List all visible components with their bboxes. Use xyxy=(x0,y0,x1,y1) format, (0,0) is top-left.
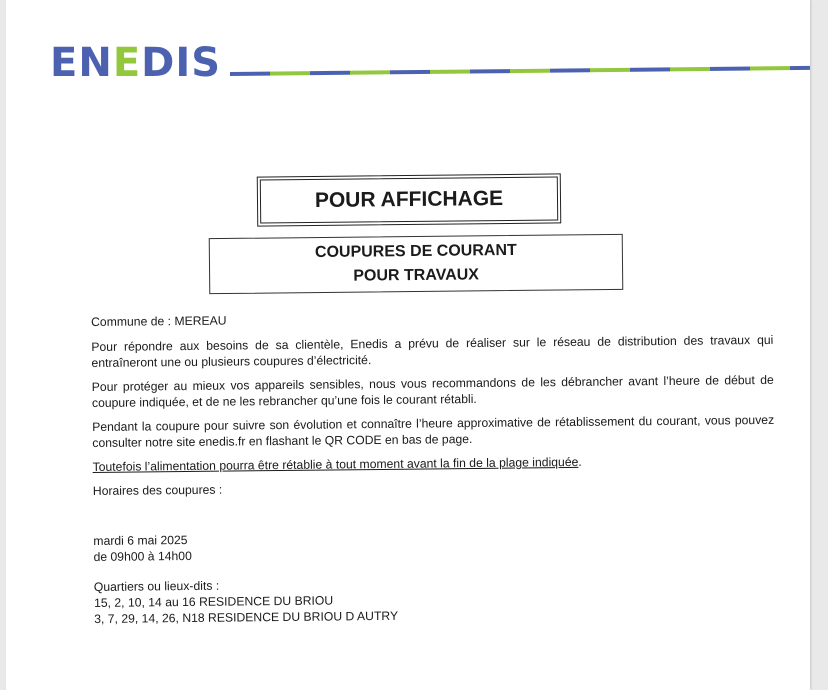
subtitle-line-1: COUPURES DE COURANT xyxy=(314,241,517,262)
logo-divider-line xyxy=(230,66,810,76)
commune-line: Commune de : MEREAU xyxy=(91,313,227,329)
location-line-1: 15, 2, 10, 14 au 16 RESIDENCE DU BRIOU xyxy=(93,593,334,610)
paragraph-2: Pour protéger au mieux vos appareils sensibles, nous vous recommandons de les débrancher avant l’heure de début de coupure indiquée, et de ne les rebrancher qu’une fois le courant rétabli. xyxy=(91,372,774,410)
location-line-2: 3, 7, 29, 14, 26, N18 RESIDENCE DU BRIOU D AUTRY xyxy=(94,608,399,626)
subtitle-line-2: POUR TRAVAUX xyxy=(353,266,480,285)
locations-heading: Quartiers ou lieux-dits : xyxy=(93,578,220,594)
restoration-warning: Toutefois l’alimentation pourra être rétablie à tout moment avant la fin de la plage indiquée xyxy=(92,454,579,474)
document-page xyxy=(6,0,810,690)
notice-title: POUR AFFICHAGE xyxy=(257,173,562,226)
schedule-date: mardi 6 mai 2025 xyxy=(93,533,188,548)
schedule-heading: Horaires des coupures : xyxy=(92,482,223,498)
schedule-hours: de 09h00 à 14h00 xyxy=(93,548,192,564)
notice-subtitle xyxy=(209,234,624,294)
paragraph-1: Pour répondre aux besoins de sa clientèle, Enedis a prévu de réaliser sur le réseau de distribution des travaux qui entraîneront une ou plusieurs coupures d’électricité. xyxy=(91,332,774,370)
enedis-logo: ENEDIS xyxy=(50,40,222,86)
paragraph-3: Pendant la coupure pour suivre son évolution et connaître l’heure approximative de rétablissement du courant, vous pouvez consulter notre site enedis.fr en flashant le QR CODE en bas de page. xyxy=(92,412,775,450)
notice-body xyxy=(91,307,776,627)
paragraph-4: Toutefois l’alimentation pourra être rétablie à tout moment avant la fin de la plage indiquée. xyxy=(92,454,582,474)
